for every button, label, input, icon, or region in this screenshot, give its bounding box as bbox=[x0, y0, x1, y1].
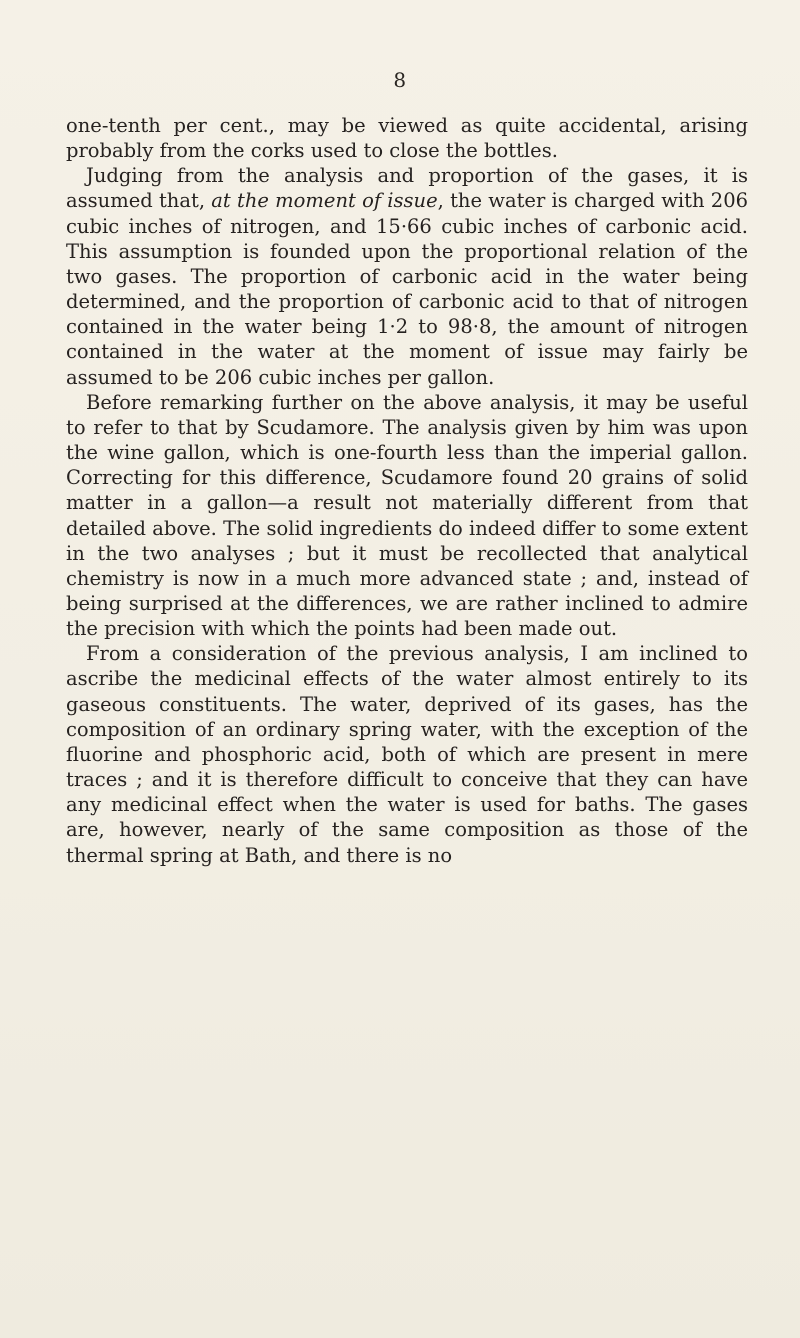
text-segment: From a consideration of the previous analysis, I am inclined to ascribe the medicinal effects of the water almost entirely to its gaseous constituents. The water, deprived of its gases, has the composition of an ordinary spring water, with the exception of the fluorine and phosphoric acid, both of which are present in mere traces ; and it is therefore difficult to conceive that they can have any medicinal effect when the water is used for baths. The gases are, however, nearly of the same composition as those of the thermal spring at Bath, and there is no bbox=[66, 642, 748, 867]
text-segment: Judging from the analysis and proportion of the gases, it is assumed that, bbox=[66, 164, 748, 213]
paragraph-4 bbox=[66, 641, 748, 867]
paragraph-1 bbox=[66, 113, 748, 163]
paragraph-3 bbox=[66, 390, 748, 642]
text-segment: , the water is charged with 206 cubic inches of nitrogen, and 15·66 cubic inches of carbonic acid. This assumption is founded upon the proportional relation of the two gases. The proportion of carbonic acid in the water being determined, and the proportion of carbonic acid to that of nitrogen contained in the water being 1·2 to 98·8, the amount of nitrogen contained in the water at the moment of issue may fairly be assumed to be 206 cubic inches per gallon. bbox=[66, 189, 749, 389]
text-segment: Before remarking further on the above analysis, it may be useful to refer to that by Scudamore. The analysis given by him was upon the wine gallon, which is one-fourth less than the imperial gallon. Correcting for this difference, Scudamore found 20 grains of solid matter in a gallon—a result not materially different from that detailed above. The solid ingredients do indeed differ to some extent in the two analyses ; but it must be recollected that analytical chemistry is now in a much more advanced state ; and, instead of being surprised at the differences, we are rather inclined to admire the precision with which the points had been made out. bbox=[66, 390, 748, 641]
body-text bbox=[66, 113, 748, 868]
page-number: 8 bbox=[393, 68, 407, 92]
text-segment: one-tenth per cent., may be viewed as quite accidental, arising probably from the corks used to close the bottles. bbox=[66, 114, 748, 163]
paragraph-2 bbox=[66, 163, 748, 389]
italic-phrase: at the moment of issue bbox=[211, 189, 438, 213]
